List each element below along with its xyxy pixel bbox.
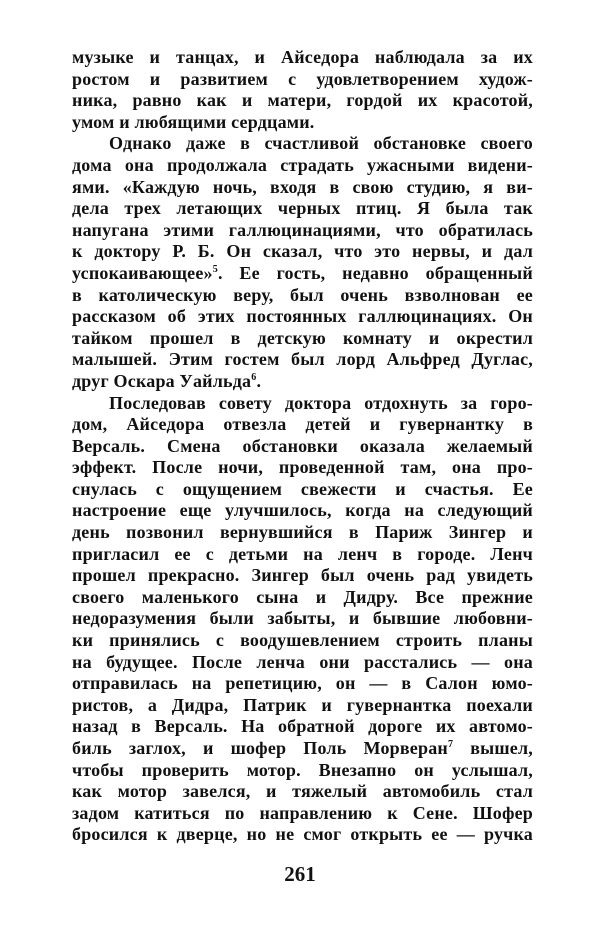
page-body-text [72, 47, 533, 846]
text-line: отправилась на репетицию, он — в Салон юмо- [72, 673, 533, 694]
text-line: дом, Айседора отвезла детей и гувернантку в [72, 414, 533, 435]
text-line: ника, равно как и матери, гордой их красотой, [72, 90, 533, 111]
text-line: бросился к дверце, но не смог открыть ее — ручка [72, 824, 533, 845]
text-line: музыке и танцах, и Айседора наблюдала за их [72, 47, 533, 67]
text-line: пригласил ее с детьми на ленч в городе. Ленч [72, 543, 533, 564]
text-line: тайком прошел в детскую комнату и окрестил [72, 327, 533, 348]
text-line: на будущее. После ленча они расстались — она [72, 651, 533, 672]
text-line: чтобы проверить мотор. Внезапно он услышал, [72, 759, 533, 780]
text-line: как мотор завелся, и тяжелый автомобиль стал [72, 781, 533, 802]
text-line: ки принялись с воодушевлением строить планы [72, 630, 533, 651]
text-line: недоразумения были забыты, и бывшие любовни- [72, 608, 533, 629]
footnote-marker: 6 [251, 371, 257, 383]
text-line: снулась с ощущением свежести и счастья. Ее [72, 478, 533, 499]
text-line: ростом и развитием с удовлетворением худож- [72, 68, 533, 89]
paragraph [72, 133, 533, 392]
text-line: напугана этими галлюцинациями, что обратилась [72, 219, 533, 240]
text-line: своего маленького сына и Дидру. Все прежние [72, 586, 533, 607]
text-line: друг Оскара Уайльда$^6$. [72, 370, 262, 391]
text-line: биль заглох, и шофер Поль Морверан$^7$ вышел, [72, 738, 533, 758]
footnote-marker: 7 [447, 739, 454, 750]
text-line: дома она продолжала страдать ужасными видени- [72, 154, 533, 175]
text-line: малышей. Этим гостем был лорд Альфред Дуглас, [72, 349, 533, 370]
page-number: 261 [284, 862, 316, 886]
text-line: Версаль. Смена обстановки оказала желаемый [72, 435, 533, 456]
text-line: ристов, а Дидра, Патрик и гувернантка поехали [72, 694, 533, 715]
text-line: Однако даже в счастливой обстановке своего [109, 133, 533, 154]
text-line: задом катиться по направлению к Сене. Шофер [72, 802, 533, 823]
text-line: к доктору Р. Б. Он сказал, что это нервы, и дал [72, 241, 533, 262]
paragraph [72, 393, 533, 846]
text-line: прошел прекрасно. Зингер был очень рад увидеть [72, 565, 533, 586]
text-line: день позвонил вернувшийся в Париж Зингер и [72, 522, 533, 543]
text-line: дела трех летающих черных птиц. Я была так [72, 198, 533, 219]
footnote-marker: 5 [212, 263, 218, 275]
text-line: успокаивающее»$^5$. Ее гость, недавно обращенный [72, 262, 533, 283]
paragraph [72, 47, 533, 133]
text-line: Последовав совету доктора отдохнуть за горо- [109, 392, 533, 413]
text-line: эффект. После ночи, проведенной там, она про- [72, 457, 533, 478]
text-line: умом и любящими сердцами. [72, 111, 315, 132]
text-line: рассказом об этих постоянных галлюцинациях. Он [72, 306, 533, 327]
text-line: в католическую веру, был очень взволнован ее [72, 284, 533, 305]
text-line: настроение еще улучшилось, когда на следующий [72, 500, 533, 521]
text-line: назад в Версаль. На обратной дороге их автомо- [72, 716, 533, 737]
text-line: ями. «Каждую ночь, входя в свою студию, я ви- [72, 176, 533, 197]
